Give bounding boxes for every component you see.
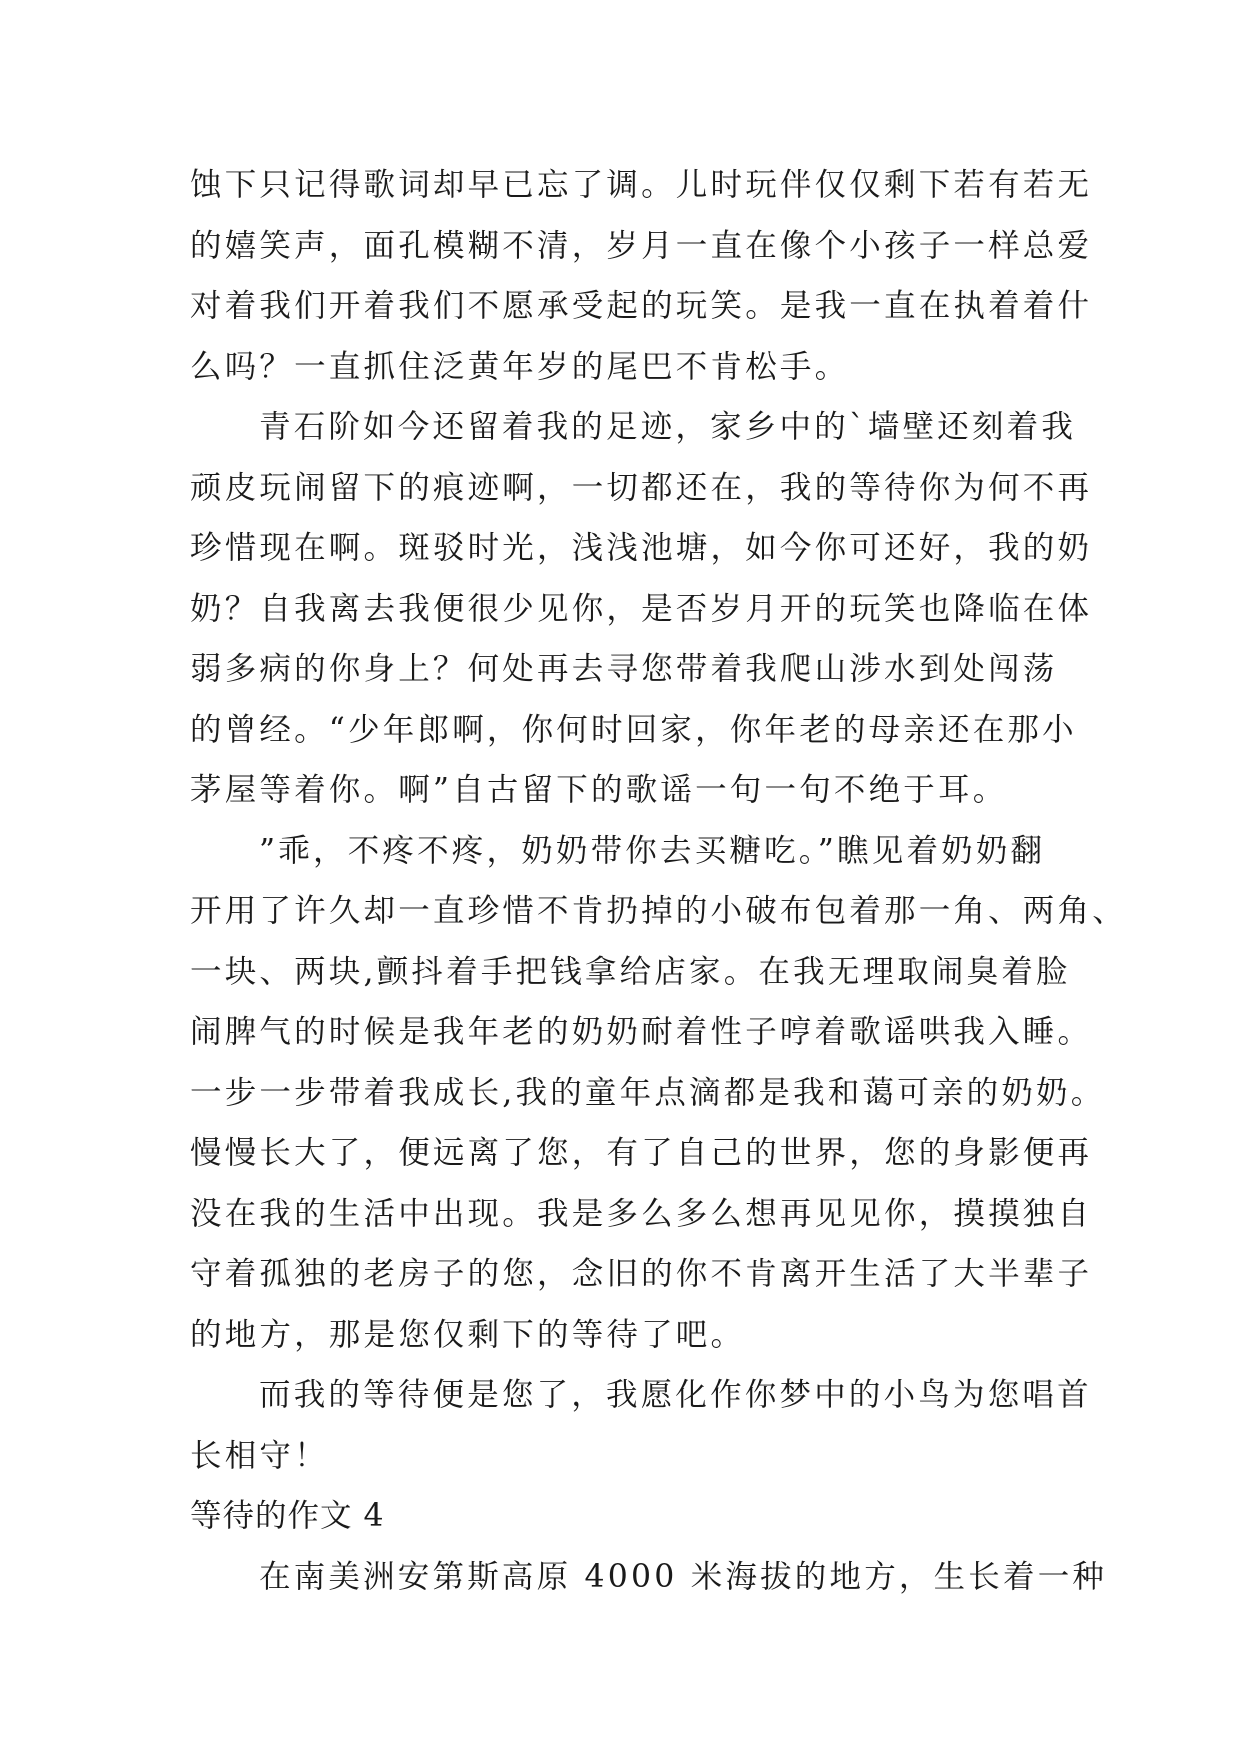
text-line-18: 没在我的生活中出现。我是多么多么想再见见你，摸摸独自 xyxy=(190,1195,1093,1232)
text-line-3: 对着我们开着我们不愿承受起的玩笑。是我一直在执着着什 xyxy=(190,288,1093,324)
text-line-6: 顽皮玩闹留下的痕迹啊，一切都还在，我的等待你为何不再 xyxy=(190,469,1093,506)
text-line-4: 么吗？一直抓住泛黄年岁的尾巴不肯松手。 xyxy=(190,348,850,385)
text-line-19: 守着孤独的老房子的您，念旧的你不肯离开生活了大半辈子 xyxy=(190,1256,1093,1292)
text-line-11: 茅屋等着你。啊”自古留下的歌谣一句一句不绝于耳。 xyxy=(190,772,1008,808)
text-line-22: 长相守！ xyxy=(190,1437,329,1474)
text-line-7: 珍惜现在啊。斑驳时光，浅浅池塘，如今你可还好，我的奶 xyxy=(190,530,1093,566)
paragraph-start-line-21: 而我的等待便是您了，我愿化作你梦中的小鸟为您唱首 xyxy=(259,1377,1092,1413)
text-line-9: 弱多病的你身上？何处再去寻您带着我爬山涉水到处闯荡 xyxy=(190,651,1058,687)
paragraph-start-line-24: 在南美洲安第斯高原 4000 米海拔的地方，生长着一种 xyxy=(259,1558,1108,1595)
document-body xyxy=(190,155,1127,1607)
text-line-13: 开用了许久却一直珍惜不肯扔掉的小破布包着那一角、两角、 xyxy=(190,893,1127,929)
text-line-1: 蚀下只记得歌词却早已忘了调。儿时玩伴仅仅剩下若有若无 xyxy=(190,167,1093,203)
text-line-10: 的曾经。“少年郎啊，你何时回家，你年老的母亲还在那小 xyxy=(190,711,1077,748)
section-heading: 等待的作文 4 xyxy=(190,1498,385,1534)
text-line-20: 的地方，那是您仅剩下的等待了吧。 xyxy=(190,1316,746,1353)
text-line-2: 的嬉笑声，面孔模糊不清，岁月一直在像个小孩子一样总爱 xyxy=(190,227,1093,264)
text-line-17: 慢慢长大了，便远离了您，有了自己的世界，您的身影便再 xyxy=(190,1135,1093,1171)
text-line-8: 奶？自我离去我便很少见你，是否岁月开的玩笑也降临在体 xyxy=(190,590,1093,627)
text-line-15: 闹脾气的时候是我年老的奶奶耐着性子哼着歌谣哄我入睡。 xyxy=(190,1014,1093,1050)
text-line-14: 一块、两块,颤抖着手把钱拿给店家。在我无理取闹臭着脸 xyxy=(190,953,1071,990)
text-line-16: 一步一步带着我成长,我的童年点滴都是我和蔼可亲的奶奶。 xyxy=(190,1074,1106,1111)
paragraph-start-line-12: ”乖，不疼不疼，奶奶带你去买糖吃。”瞧见着奶奶翻 xyxy=(259,832,1046,869)
paragraph-start-line-5: 青石阶如今还留着我的足迹，家乡中的`墙壁还刻着我 xyxy=(259,409,1077,445)
